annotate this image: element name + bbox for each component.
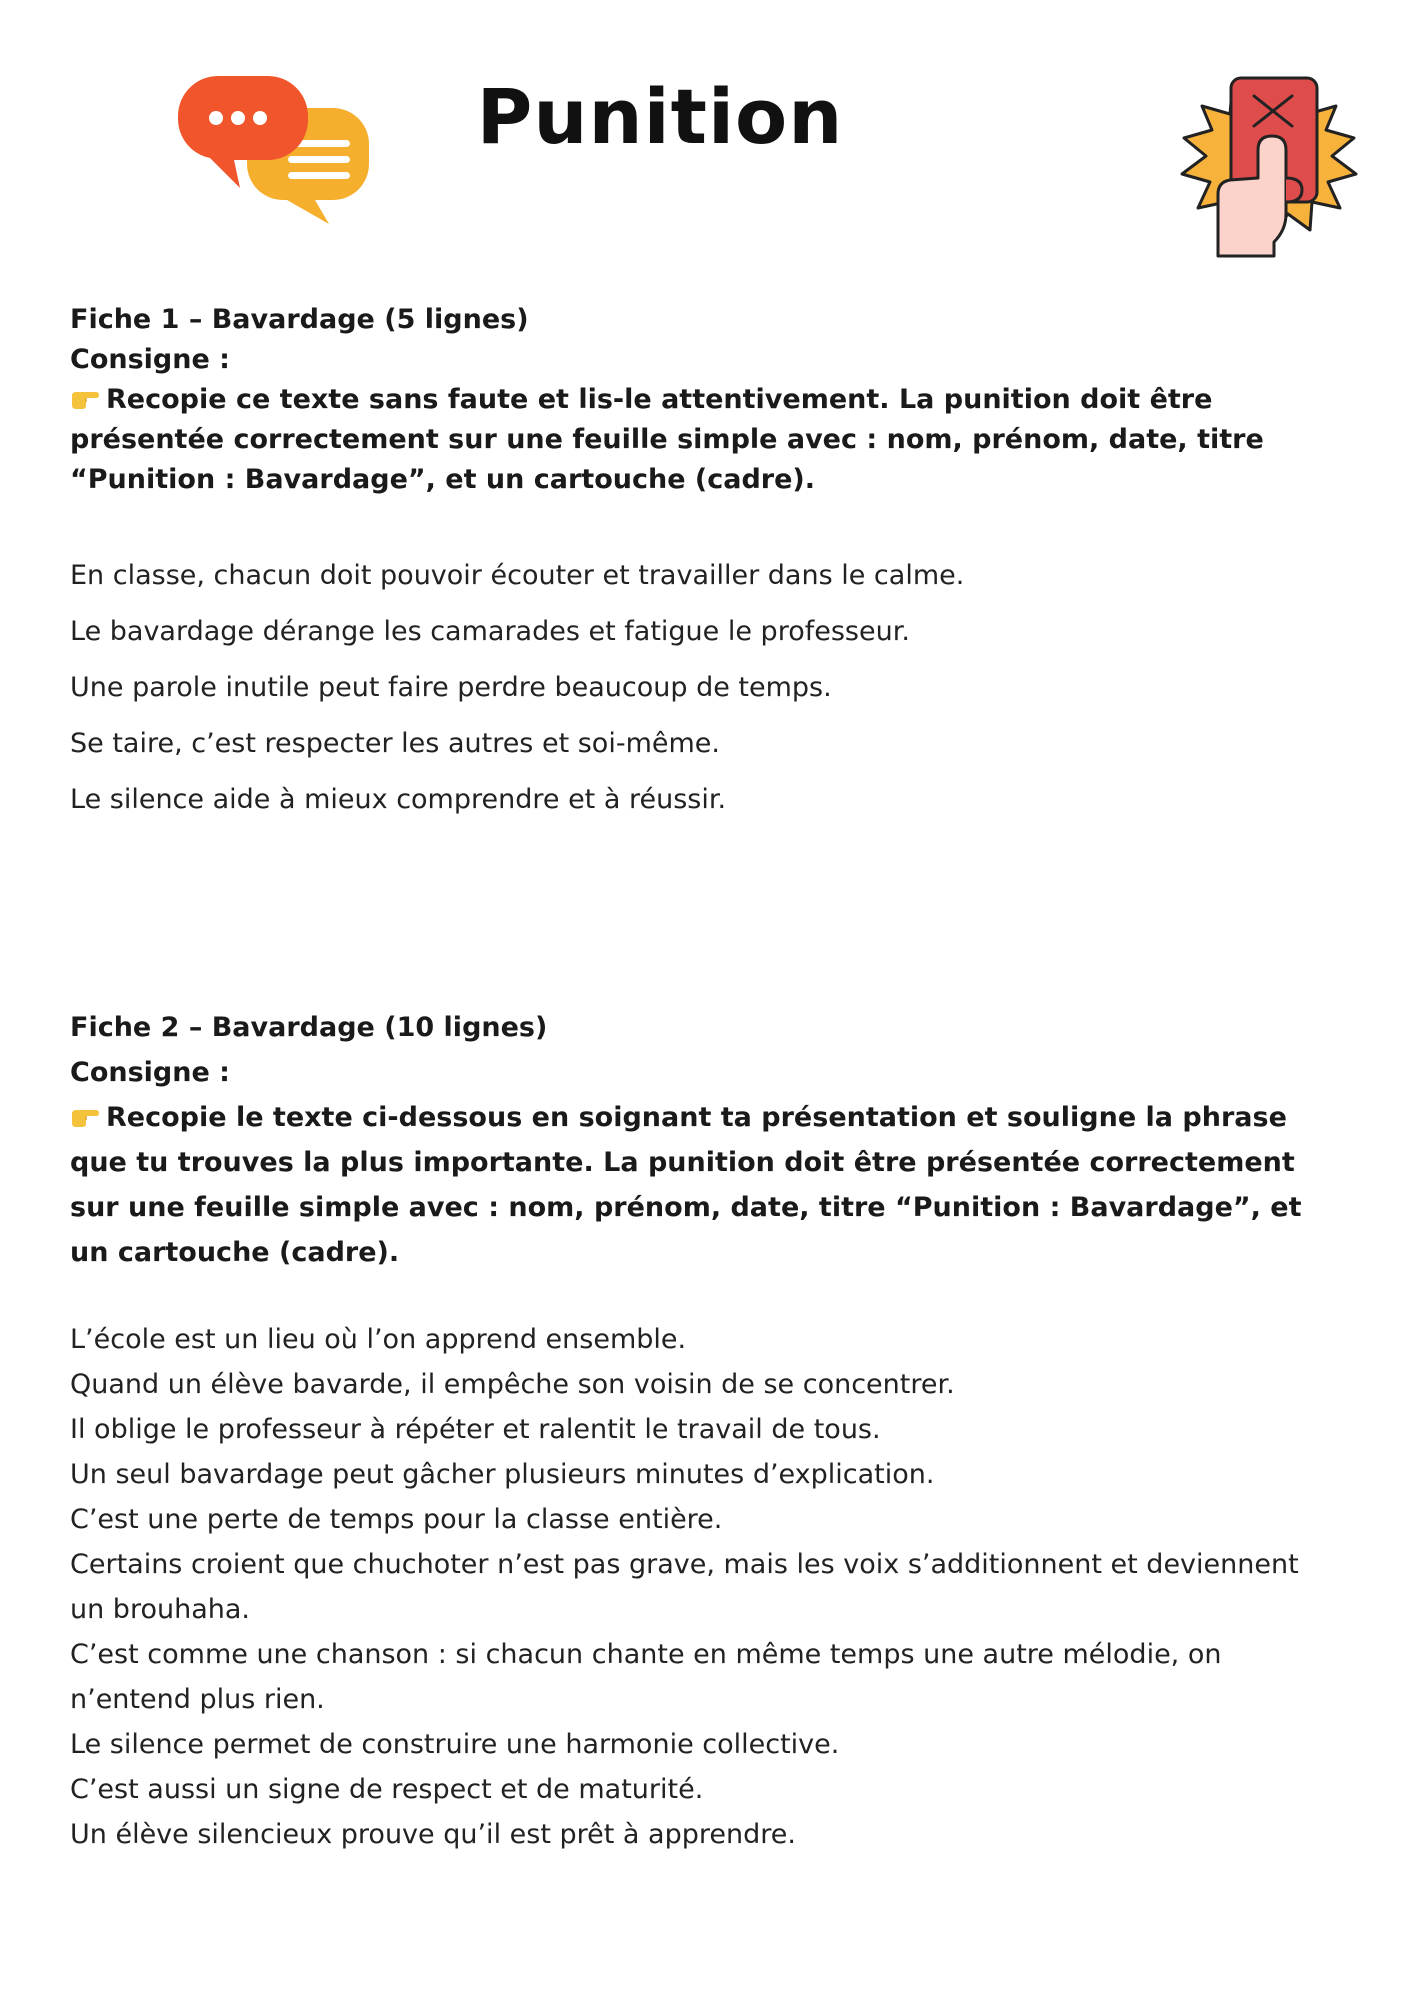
- fiche-2-instruction-paragraph: [70, 1095, 1340, 1275]
- pointing-hand-icon: [70, 388, 100, 410]
- red-card-hand-icon: [1176, 70, 1362, 260]
- fiche-2-line: Certains croient que chuchoter n’est pas grave, mais les voix s’additionnent et deviennent un brouhaha.: [70, 1549, 1299, 1625]
- fiche-2-heading: Fiche 2 – Bavardage (10 lignes): [70, 1012, 548, 1043]
- fiche-1-line: Le bavardage dérange les camarades et fatigue le professeur.: [70, 616, 910, 647]
- fiche-1-instruction-paragraph: [70, 380, 1340, 500]
- fiche-2-line: C’est aussi un signe de respect et de maturité.: [70, 1774, 704, 1805]
- fiche-1-line: En classe, chacun doit pouvoir écouter et travailler dans le calme.: [70, 560, 965, 591]
- fiche-2-line: C’est une perte de temps pour la classe entière.: [70, 1504, 723, 1535]
- fiche-2-line: C’est comme une chanson : si chacun chante en même temps une autre mélodie, on n’entend plus rien.: [70, 1639, 1222, 1715]
- fiche-2-line: Il oblige le professeur à répéter et ralentit le travail de tous.: [70, 1414, 881, 1445]
- fiche-1-line: Le silence aide à mieux comprendre et à réussir.: [70, 784, 727, 815]
- fiche-2-text: [70, 1317, 1340, 1857]
- fiche-2-consigne-label: Consigne :: [70, 1057, 230, 1088]
- fiche-2-line: L’école est un lieu où l’on apprend ensemble.: [70, 1324, 687, 1355]
- fiche-2-line: Un élève silencieux prouve qu’il est prêt à apprendre.: [70, 1819, 796, 1850]
- fiche-1-line: Se taire, c’est respecter les autres et soi-même.: [70, 728, 720, 759]
- fiche-1-line: Une parole inutile peut faire perdre beaucoup de temps.: [70, 672, 832, 703]
- fiche-1-instruction: Recopie ce texte sans faute et lis-le attentivement. La punition doit être présentée correctement sur une feuille simple avec : nom, prénom, date, titre “Punition : Bavardage”, et un cartouche (cadre).: [70, 384, 1264, 495]
- fiche-2-line: Le silence permet de construire une harmonie collective.: [70, 1729, 840, 1760]
- fiche-2-instruction: Recopie le texte ci-dessous en soignant ta présentation et souligne la phrase que tu trouves la plus importante. La punition doit être présentée correctement sur une feuille simple avec : nom, prénom, date, titre “Punition : Bavardage”, et un cartouche (cadre).: [70, 1102, 1302, 1268]
- fiche-2-line: Un seul bavardage peut gâcher plusieurs minutes d’explication.: [70, 1459, 935, 1490]
- fiche-1-heading: Fiche 1 – Bavardage (5 lignes): [70, 304, 529, 335]
- fiche-2-line: Quand un élève bavarde, il empêche son voisin de se concentrer.: [70, 1369, 955, 1400]
- pointing-hand-icon: [70, 1106, 100, 1128]
- fiche-2-section: [70, 1005, 1340, 1857]
- page-title: Punition: [476, 72, 844, 161]
- fiche-1-text: [70, 548, 1340, 828]
- fiche-1-section: [70, 300, 1340, 828]
- fiche-1-consigne-label: Consigne :: [70, 344, 230, 375]
